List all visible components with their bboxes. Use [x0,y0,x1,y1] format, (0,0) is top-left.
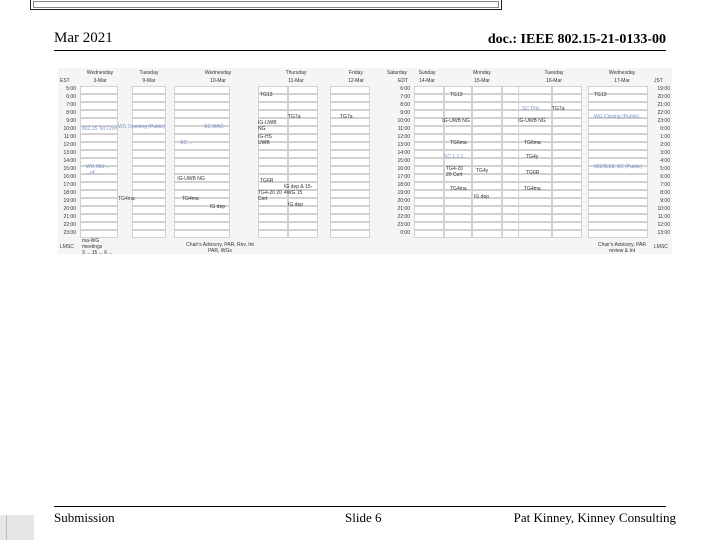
grid-cell [414,102,444,110]
grid-cell [132,198,166,206]
right-hour: 9:00 [660,198,670,204]
grid-cell [518,230,552,238]
grid-cell [552,94,582,102]
day-date-tue9: 9-Mar [142,78,156,84]
grid-cell [174,102,230,110]
grid-cell [132,150,166,158]
left-hour: 22:00 [63,222,76,228]
day-header-wed10: Wednesday [204,70,232,76]
grid-cell [552,126,582,134]
grid-cell [288,150,318,158]
grid-cell [288,158,318,166]
grid-cell [174,94,230,102]
right-hour: 0:00 [660,126,670,132]
grid-cell [552,158,582,166]
side-panel-line [6,515,7,540]
mid-hour: 12:00 [397,134,410,140]
right-hour: 22:00 [657,110,670,116]
grid-cell [414,190,444,198]
grid-cell [472,86,502,94]
grid-cell [444,222,472,230]
grid-cell [518,126,552,134]
session-thu11-ig-dep: IG dep [288,202,304,208]
grid-cell [132,230,166,238]
grid-cell [80,150,118,158]
grid-cell [258,230,288,238]
grid-cell [588,174,648,182]
mid-hour: 6:00 [400,86,410,92]
session-sun14-ig-uwb-ng: IG-UWB NG [442,118,470,124]
session-wed3-wg-mid[interactable]: WG Mid-... [86,164,110,170]
session-wed17-wg-closing[interactable]: WG Closing (Public) [594,114,640,120]
tz-left-label: EST [60,78,70,84]
grid-cell [414,214,444,222]
grid-cell [330,158,370,166]
mid-hour: 0:00 [400,230,410,236]
session-thu11-tg13: TG13 [260,92,273,98]
session-sun14-tg4-20: TG4-20 20 Cert [446,166,463,178]
day-header-fri12: Friday [349,70,363,76]
session-wed10-ig-uwb-ng: IG-UWB NG [177,176,205,182]
session-thu11-ig-dep-15: IG dep & 15-4WG 15 [284,184,313,196]
scrollbar-track[interactable] [33,1,499,8]
grid-cell [288,214,318,222]
grid-cell [330,166,370,174]
session-thu11-ig-hs-uwb: IG-HS UWB [258,134,272,146]
right-hour: 1:00 [660,134,670,140]
footer-submission: Submission [54,510,115,525]
grid-cell [472,110,502,118]
grid-cell [588,214,648,222]
session-wed10-ig-dep: IG dep [210,204,226,210]
day-header-tue9: Tuesday [139,70,159,76]
grid-cell [552,150,582,158]
grid-cell [80,94,118,102]
grid-cell [444,214,472,222]
grid-cell [588,222,648,230]
grid-cell [588,150,648,158]
left-hour: 23:00 [63,230,76,236]
left-hour: 9:00 [66,118,76,124]
grid-cell [472,158,502,166]
grid-cell [414,230,444,238]
grid-cell [552,134,582,142]
grid-cell [552,198,582,206]
grid-cell [288,174,318,182]
header-date: Mar 2021 [54,30,113,46]
grid-cell [80,230,118,238]
grid-cell [132,206,166,214]
grid-cell [414,222,444,230]
grid-cell [330,182,370,190]
grid-cell [472,214,502,222]
grid-cell [80,110,118,118]
grid-cell [414,166,444,174]
grid-cell [472,230,502,238]
day-header-sun14: Sunday [418,70,436,76]
grid-cell [444,126,472,134]
grid-cell [330,126,370,134]
session-sun14-tg4ma: TG4ma [450,186,467,192]
grid-cell [414,182,444,190]
session-tue16-tg13: TG13 [594,92,607,98]
left-hour: 10:00 [63,126,76,132]
grid-cell [80,142,118,150]
grid-cell [174,150,230,158]
grid-cell [472,94,502,102]
mid-hour: 7:00 [400,94,410,100]
grid-cell [174,110,230,118]
right-hour: 3:00 [660,150,670,156]
mid-hour: 15:00 [397,158,410,164]
header-rule [54,50,666,51]
grid-cell [552,86,582,94]
grid-cell [132,134,166,142]
left-hour: 18:00 [63,190,76,196]
grid-cell [288,94,318,102]
session-wed10-sc-mac[interactable]: SC MAC [204,124,224,130]
grid-cell [132,166,166,174]
grid-cell [472,142,502,150]
session-sun14-tg6ma: TG6ma [450,140,467,146]
left-hour: 5:00 [66,86,76,92]
grid-cell [330,174,370,182]
grid-cell [132,182,166,190]
tz-mid-label: EDT [398,78,408,84]
grid-cell [444,230,472,238]
grid-cell [588,190,648,198]
grid-cell [330,102,370,110]
grid-cell [288,86,318,94]
grid-cell [288,134,318,142]
lmsc-left-note: ma-WG meetings 3 ... 15 ... 6 ... [82,238,113,256]
grid-cell [258,206,288,214]
grid-cell [444,102,472,110]
session-tue16-tg6r: TG6R [526,170,540,176]
grid-cell [80,118,118,126]
grid-cell [132,86,166,94]
right-hour: 11:00 [657,214,670,220]
grid-cell [80,206,118,214]
session-mon15-tg7a: TG7a [552,106,565,112]
mid-hour: 20:00 [397,198,410,204]
grid-cell [414,134,444,142]
grid-cell [80,182,118,190]
right-hour: 19:00 [657,86,670,92]
grid-cell [174,222,230,230]
session-sun14-tg13: TG13 [450,92,463,98]
grid-cell [288,222,318,230]
grid-cell [414,110,444,118]
day-date-wed17: 17-Mar [614,78,630,84]
grid-cell [588,230,648,238]
mid-hour: 19:00 [397,190,410,196]
grid-cell [80,134,118,142]
grid-cell [472,126,502,134]
grid-cell [80,102,118,110]
lmsc-right-note: Chair's Advisory, PAR review & Int [597,242,646,254]
grid-cell [414,94,444,102]
day-date-thu11: 11-Mar [288,78,304,84]
day-header-wed17: Wednesday [608,70,636,76]
document-id: doc.: IEEE 802.15-21-0133-00 [487,32,666,47]
grid-cell [552,222,582,230]
grid-cell [552,142,582,150]
grid-cell [444,110,472,118]
grid-cell [330,190,370,198]
session-mon15-sc-thz[interactable]: SC THz [522,106,540,112]
grid-cell [174,182,230,190]
grid-cell [288,230,318,238]
grid-cell [588,134,648,142]
grid-cell [288,126,318,134]
session-tue16-tg4y: TG4y [526,154,539,160]
right-hour: 10:00 [657,206,670,212]
right-hour: 20:00 [657,94,670,100]
grid-cell [588,182,648,190]
grid-cell [174,158,230,166]
footer-author: Pat Kinney, Kinney Consulting [513,510,676,525]
day-header-sat: Saturday [386,70,407,76]
mid-hour: 8:00 [400,102,410,108]
right-hour: 2:00 [660,142,670,148]
grid-cell [472,150,502,158]
grid-cell [258,158,288,166]
day-date-tue16: 16-Mar [546,78,562,84]
day-header-mon15: Monday [473,70,491,76]
left-hour: 12:00 [63,142,76,148]
session-wed17-ieee-sc[interactable]: 802/IEEE-SC (Public) [594,164,643,170]
left-hour: 15:00 [63,166,76,172]
grid-cell [588,206,648,214]
left-hour: 11:00 [63,134,76,140]
grid-cell [132,142,166,150]
session-wed3-telconf[interactable]: 802.15 Tel Conf [82,126,117,132]
grid-cell [518,206,552,214]
session-fri12-tg7a: TG7a [340,114,353,120]
mid-hour: 14:00 [397,150,410,156]
mid-hour: 9:00 [400,110,410,116]
left-hour: 8:00 [66,110,76,116]
grid-cell [80,222,118,230]
footer-rule [54,506,666,507]
grid-cell [258,110,288,118]
grid-cell [552,214,582,222]
grid-cell [552,118,582,126]
grid-cell [330,230,370,238]
grid-cell [414,126,444,134]
session-thu11-tg7a: TG7a [288,114,301,120]
session-tue9-wg-opening[interactable]: WG Opening (Public) [118,124,166,130]
grid-cell [330,142,370,150]
grid-cell [258,222,288,230]
day-header-tue16: Tuesday [544,70,564,76]
grid-cell [132,102,166,110]
grid-cell [472,102,502,110]
grid-cell [518,198,552,206]
session-wed3-conf[interactable]: ...nf... [86,170,99,176]
grid-cell [132,158,166,166]
grid-cell [330,94,370,102]
day-header-thu11: Thursday [285,70,307,76]
top-scrollbar[interactable] [30,0,502,10]
grid-cell [174,86,230,94]
grid-cell [288,142,318,150]
mid-hour: 17:00 [397,174,410,180]
right-hour: 21:00 [657,102,670,108]
session-wed10-tg4ma: TG4ma [182,196,199,202]
grid-cell [588,198,648,206]
session-sun14-sc[interactable]: SC 1.1.1 [444,154,464,160]
mid-hour: 18:00 [397,182,410,188]
grid-cell [288,102,318,110]
footer-slide-number: Slide 6 [345,510,382,525]
grid-cell [132,174,166,182]
grid-cell [132,94,166,102]
grid-cell [588,126,648,134]
grid-cell [444,206,472,214]
grid-cell [444,198,472,206]
grid-cell [588,142,648,150]
grid-cell [132,110,166,118]
grid-cell [472,174,502,182]
right-hour: 13:00 [657,230,670,236]
mid-hour: 11:00 [397,126,410,132]
lmsc-label-right: LMSC [654,244,668,250]
right-hour: 6:00 [660,174,670,180]
left-hour: 13:00 [63,150,76,156]
right-hour: 4:00 [660,158,670,164]
grid-cell [414,142,444,150]
grid-cell [174,166,230,174]
day-date-wed10: 10-Mar [210,78,226,84]
grid-cell [414,158,444,166]
grid-cell [80,190,118,198]
session-tue16-ig-uwb-ng: IG-UWB NG [518,118,546,124]
session-tue16-tg4ma: TG4ma [524,186,541,192]
left-hour: 19:00 [63,198,76,204]
session-tue9-tg4ma: TG4ma [118,196,135,202]
grid-cell [552,206,582,214]
day-date-mon15: 15-Mar [474,78,490,84]
left-hour: 7:00 [66,102,76,108]
day-date-fri12: 12-Mar [348,78,364,84]
grid-cell [472,134,502,142]
grid-cell [174,214,230,222]
grid-cell [518,222,552,230]
grid-cell [330,134,370,142]
grid-cell [414,198,444,206]
mid-hour: 23:00 [397,222,410,228]
grid-cell [552,230,582,238]
grid-cell [258,150,288,158]
right-hour: 12:00 [657,222,670,228]
mid-hour: 16:00 [397,166,410,172]
session-mon15-ig-dep: IG dep [474,194,490,200]
grid-cell [414,118,444,126]
grid-cell [552,182,582,190]
grid-cell [518,94,552,102]
tz-right-label: JST [654,78,663,84]
left-hour: 14:00 [63,158,76,164]
grid-cell [330,86,370,94]
grid-cell [472,182,502,190]
grid-cell [552,190,582,198]
mid-hour: 13:00 [397,142,410,148]
day-header-wed3: Wednesday [86,70,114,76]
grid-cell [258,102,288,110]
grid-cell [552,166,582,174]
grid-cell [330,150,370,158]
grid-cell [330,222,370,230]
day-date-wed3: 3-Mar [93,78,107,84]
grid-cell [472,118,502,126]
grid-cell [588,102,648,110]
grid-cell [414,86,444,94]
mid-hour: 21:00 [397,206,410,212]
grid-cell [330,198,370,206]
grid-cell [258,166,288,174]
grid-cell [518,86,552,94]
grid-cell [518,214,552,222]
grid-cell [174,230,230,238]
left-hour: 21:00 [63,214,76,220]
left-hour: 6:00 [66,94,76,100]
right-hour: 7:00 [660,182,670,188]
session-thu11-tg4-20: TG4-20 20 Cert [258,190,282,202]
day-date-sun14: 14-Mar [419,78,435,84]
grid-cell [552,174,582,182]
left-hour: 20:00 [63,206,76,212]
session-tue16-tg6ma: TG6ma [524,140,541,146]
grid-cell [258,214,288,222]
right-hour: 23:00 [657,118,670,124]
grid-cell [132,222,166,230]
grid-cell [80,198,118,206]
session-thu11-ig-uwb-ng: IG-UWB NG [258,120,277,132]
right-hour: 8:00 [660,190,670,196]
left-hour: 17:00 [63,182,76,188]
mid-hour: 10:00 [397,118,410,124]
grid-cell [288,166,318,174]
grid-cell [472,206,502,214]
lmsc-label-left: LMSC [60,244,74,250]
grid-cell [330,206,370,214]
grid-cell [80,86,118,94]
lmsc-mid-note: Chair's Advisory, PAR, Rev, Int PAR, WGs [186,242,254,254]
session-mon15-tg4y: TG4y [476,168,489,174]
session-thu11-tg6r: TG6R [260,178,274,184]
session-wed10-sc[interactable]: SC ... [180,140,193,146]
grid-cell [132,190,166,198]
left-hour: 16:00 [63,174,76,180]
grid-cell [414,174,444,182]
mid-hour: 22:00 [397,214,410,220]
grid-cell [330,214,370,222]
grid-cell [414,206,444,214]
grid-cell [414,150,444,158]
grid-cell [472,222,502,230]
right-hour: 5:00 [660,166,670,172]
schedule-grid [58,68,672,254]
grid-cell [132,214,166,222]
grid-cell [80,214,118,222]
